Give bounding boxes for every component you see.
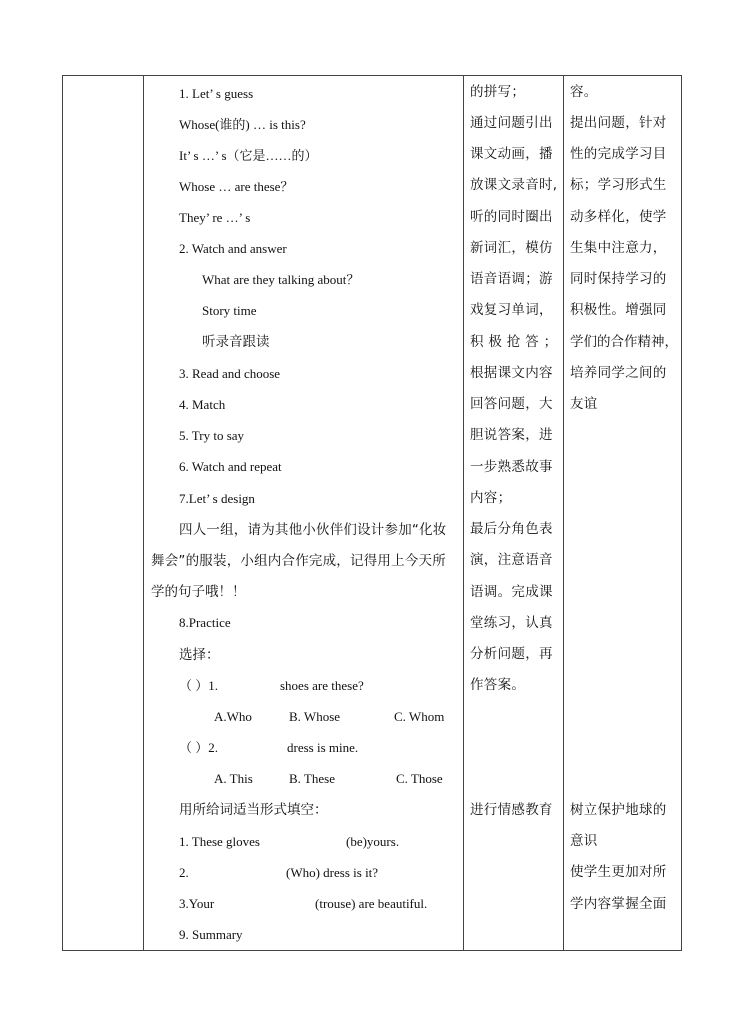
step-try-to-say: 5. Try to say — [179, 428, 245, 443]
student-activity-line: 内容； — [470, 490, 512, 506]
design-instruction-line-2: 舞会”的服装，小组内合作完成，记得用上今天所 — [151, 553, 446, 569]
student-activity-line: 回答问题，大 — [470, 396, 553, 412]
design-intent-line: 动多样化，使学 — [570, 209, 667, 225]
fill-question-2-start: 2. — [179, 865, 189, 880]
mc-question-1-option-b: B. Whose — [289, 709, 341, 724]
teaching-activities-column — [151, 76, 456, 950]
student-activity-line: 听的同时圈出 — [470, 209, 553, 225]
fill-question-3-start: 3.Your — [179, 896, 215, 911]
design-intent-column — [570, 76, 682, 950]
design-intent-line: 标；学习形式生 — [570, 177, 667, 193]
step-match: 4. Match — [179, 397, 226, 412]
design-intent-line: 树立保护地球的 — [570, 802, 667, 818]
student-activity-line: 通过问题引出 — [470, 115, 553, 131]
pattern-answer-2: They’ re …’ s — [179, 210, 251, 225]
choose-label: 选择： — [179, 647, 220, 663]
pattern-question-1: Whose(谁的) … is this? — [179, 117, 306, 132]
student-activity-line: 胆说答案，进 — [470, 427, 553, 443]
student-activity-line: 堂练习，认真 — [470, 615, 553, 631]
column-divider — [563, 76, 564, 950]
mc-question-2-option-b: B. These — [289, 771, 335, 786]
fill-question-3-end: (trouse) are beautiful. — [315, 896, 428, 911]
listen-repeat: 听录音跟读 — [202, 334, 270, 350]
lesson-plan-table — [62, 75, 682, 951]
step-design: 7.Let’ s design — [179, 491, 255, 506]
mc-question-2-option-a: A. This — [214, 771, 253, 786]
student-activity-line: 作答案。 — [470, 677, 526, 693]
mc-question-1-option-c: C. Whom — [394, 709, 445, 724]
step-summary: 9. Summary — [179, 927, 243, 942]
fill-question-1-start: 1. These gloves — [179, 834, 260, 849]
design-intent-line: 学们的合作精神， — [570, 334, 678, 350]
design-intent-line: 提出问题，针对 — [570, 115, 667, 131]
design-intent-line: 使学生更加对所 — [570, 864, 667, 880]
student-activity-line: 新词汇，模仿 — [470, 240, 553, 256]
pattern-answer-1: It’ s …’ s（它是……的） — [179, 148, 318, 163]
emotional-education: 进行情感教育 — [470, 802, 553, 818]
design-intent-line: 积极性。增强同 — [570, 302, 667, 318]
design-intent-line: 性的完成学习目 — [570, 146, 667, 162]
step-guess: 1. Let’ s guess — [179, 86, 254, 101]
student-activity-line: 分析问题，再 — [470, 646, 553, 662]
student-activity-line: 语音语调；游 — [470, 271, 553, 287]
fill-question-2-end: (Who) dress is it? — [286, 865, 379, 880]
design-intent-line: 同时保持学习的 — [570, 271, 667, 287]
design-instruction-line-1: 四人一组，请为其他小伙伴们设计参加“化妆 — [179, 522, 447, 538]
story-time: Story time — [202, 303, 257, 318]
step-read-choose: 3. Read and choose — [179, 366, 281, 381]
mc-question-1-option-a: A.Who — [214, 709, 252, 724]
student-activity-line: 的拼写； — [470, 84, 526, 100]
student-activity-line: 语调。完成课 — [470, 584, 553, 600]
watch-question: What are they talking about？ — [202, 272, 360, 287]
student-activity-column — [470, 76, 562, 950]
fill-question-1-end: (be)yours. — [346, 834, 400, 849]
student-activity-line: 积 极 抢 答 ； — [470, 334, 558, 350]
mc-question-2-text: dress is mine. — [287, 740, 359, 755]
design-intent-line: 学内容掌握全面 — [570, 896, 667, 912]
fill-in-label: 用所给词适当形式填空： — [179, 802, 328, 818]
student-activity-line: 放课文录音时, — [470, 177, 558, 193]
pattern-question-2: Whose … are these？ — [179, 179, 294, 194]
design-intent-line: 培养同学之间的 — [570, 365, 667, 381]
mc-question-1-number: （ ）1. — [179, 678, 219, 693]
student-activity-line: 戏复习单词， — [470, 302, 553, 318]
student-activity-line: 根据课文内容 — [470, 365, 553, 381]
column-divider — [463, 76, 464, 950]
student-activity-line: 演，注意语音 — [470, 552, 553, 568]
student-activity-line: 最后分角色表 — [470, 521, 553, 537]
design-intent-line: 容。 — [570, 84, 598, 100]
step-practice: 8.Practice — [179, 615, 231, 630]
design-intent-line: 意识 — [570, 833, 598, 849]
mc-question-1-text: shoes are these? — [280, 678, 364, 693]
design-instruction-line-3: 学的句子哦！！ — [151, 584, 246, 600]
step-watch-repeat: 6. Watch and repeat — [179, 459, 282, 474]
mc-question-2-option-c: C. Those — [396, 771, 443, 786]
column-divider — [143, 76, 144, 950]
design-intent-line: 生集中注意力， — [570, 240, 667, 256]
mc-question-2-number: （ ）2. — [179, 740, 219, 755]
design-intent-line: 友谊 — [570, 396, 598, 412]
student-activity-line: 课文动画，播 — [470, 146, 553, 162]
step-watch-answer: 2. Watch and answer — [179, 241, 287, 256]
student-activity-line: 一步熟悉故事 — [470, 459, 553, 475]
